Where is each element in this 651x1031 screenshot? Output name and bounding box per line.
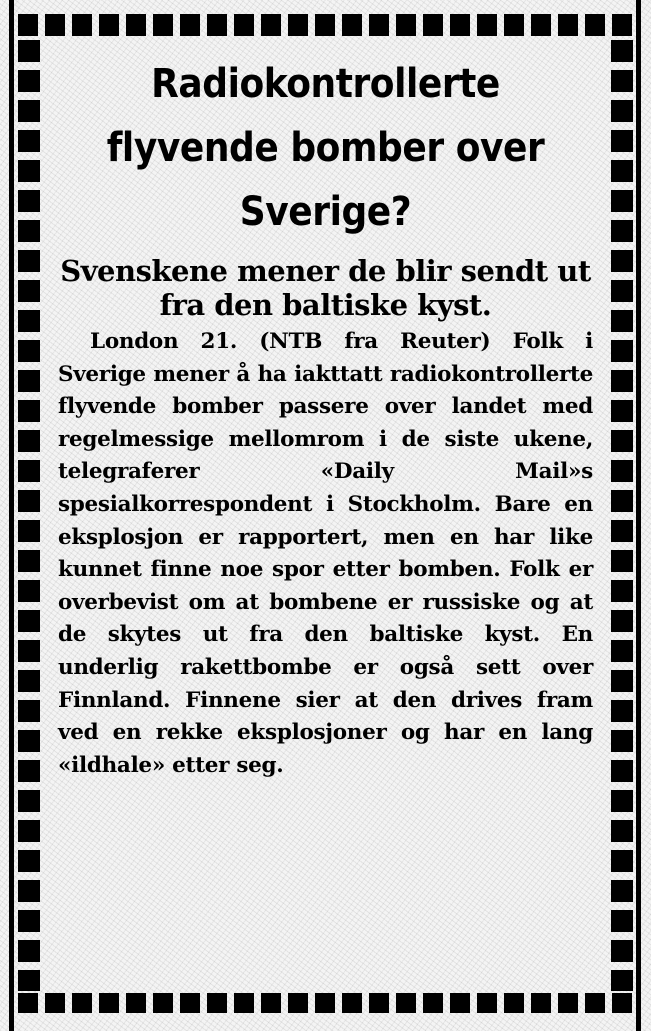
right-dashed-border	[611, 40, 633, 991]
headline: Radiokontrollerte flyvende bomber over Sverige?	[106, 61, 545, 235]
left-rule	[9, 0, 14, 1031]
right-rule	[636, 0, 641, 1031]
article-body: London 21. (NTB fra Reuter) Folk i Sverige mener å ha iakttatt radiokontrollerte flyvende bomber passere over landet med regelmessige mellomrom i de siste ukene, telegraferer «Daily Mail»s spesialkorrespondent i Stockholm. Bare en eksplosjon er rapportert, men en har like kunnet finne noe spor etter bomben. Folk er overbevist om at bombene er russiske og at de skytes ut fra den baltiske kyst. En underlig rakettbombe er også sett over Finnland. Finnene sier at den drives fram ved en rekke eksplosjoner og har en lang «ildhale» etter seg.	[58, 329, 593, 778]
bottom-dashed-border	[18, 993, 633, 1013]
left-dashed-border	[18, 40, 40, 991]
article	[58, 52, 593, 971]
top-dashed-border	[18, 14, 633, 36]
subheadline: Svenskene mener de blir sendt ut fra den baltiske kyst.	[60, 254, 591, 322]
